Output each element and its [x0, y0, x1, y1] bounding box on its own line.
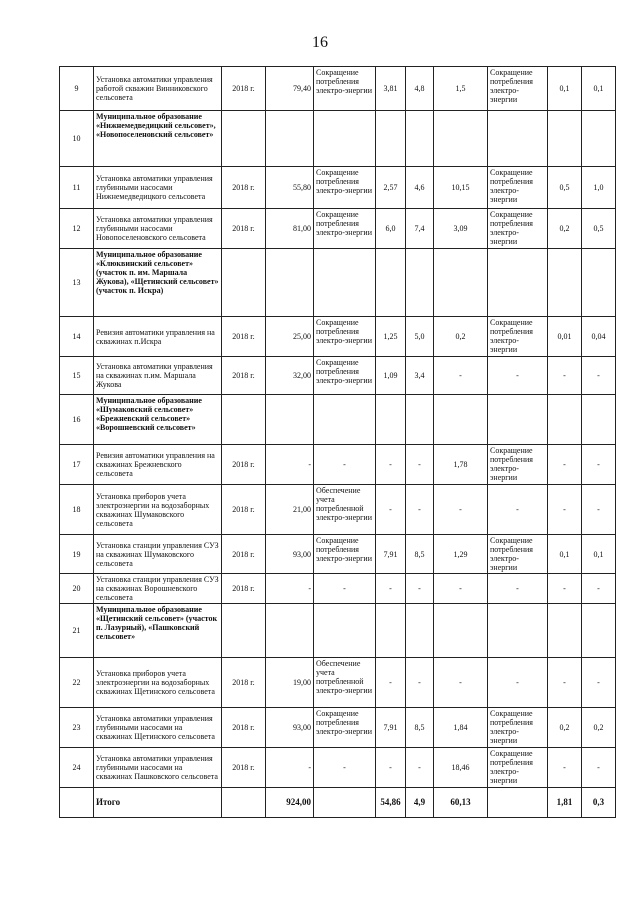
measure-name: Ревизия автоматики управления на скважинах п.Искра [94, 317, 222, 357]
value-cell: - [548, 658, 582, 708]
value-cell: - [434, 485, 488, 535]
empty-cell [376, 395, 406, 445]
effect-cell: Сокращение потребления электро-энергии [488, 445, 548, 485]
year-cell: 2018 г. [222, 658, 266, 708]
value-cell: 10,15 [434, 167, 488, 209]
value-cell: - [582, 357, 616, 395]
value-cell: - [548, 574, 582, 604]
empty-cell [376, 604, 406, 658]
effect-cell: - [314, 445, 376, 485]
row-number: 9 [60, 67, 94, 111]
year-cell: 2018 г. [222, 209, 266, 249]
year-cell: 2018 г. [222, 445, 266, 485]
row-number: 17 [60, 445, 94, 485]
effect-cell: Сокращение потребления электро-энергии [488, 708, 548, 748]
table-row [60, 574, 616, 604]
table-row [60, 445, 616, 485]
value-cell: 1,0 [582, 167, 616, 209]
cost-cell: 21,00 [266, 485, 314, 535]
value-cell: - [434, 357, 488, 395]
empty-cell [406, 395, 434, 445]
value-cell: - [406, 485, 434, 535]
value-cell: - [406, 658, 434, 708]
year-cell: 2018 г. [222, 574, 266, 604]
empty-cell [314, 395, 376, 445]
measure-name: Установка автоматики управления глубинными насосами на скважинах Щетинского сельсовета [94, 708, 222, 748]
empty-cell [376, 111, 406, 167]
empty-cell [488, 249, 548, 317]
year-cell: 2018 г. [222, 708, 266, 748]
table-row [60, 535, 616, 574]
total-value: 4,9 [406, 788, 434, 818]
value-cell: - [376, 445, 406, 485]
empty-cell [266, 395, 314, 445]
measure-name: Установка автоматики управления на скважинах п.им. Маршала Жукова [94, 357, 222, 395]
value-cell: - [582, 658, 616, 708]
effect-cell: Сокращение потребления электро-энергии [314, 317, 376, 357]
table-row [60, 111, 616, 167]
empty-cell [488, 604, 548, 658]
total-cost: 924,00 [266, 788, 314, 818]
value-cell: - [406, 445, 434, 485]
empty-cell [222, 249, 266, 317]
empty-cell [406, 111, 434, 167]
empty-cell [376, 249, 406, 317]
row-number: 11 [60, 167, 94, 209]
empty-cell [266, 249, 314, 317]
effect-cell: Сокращение потребления электро-энергии [314, 67, 376, 111]
row-number: 20 [60, 574, 94, 604]
value-cell: 1,5 [434, 67, 488, 111]
year-cell: 2018 г. [222, 357, 266, 395]
cost-cell: - [266, 445, 314, 485]
value-cell: - [582, 485, 616, 535]
row-number: 13 [60, 249, 94, 317]
effect-cell: Сокращение потребления электро-энергии [314, 535, 376, 574]
empty-cell [582, 249, 616, 317]
value-cell: - [406, 748, 434, 788]
measure-name: Установка автоматики управления глубинными насосами Нижнемедведицкого сельсовета [94, 167, 222, 209]
table-row [60, 658, 616, 708]
cost-cell: 93,00 [266, 535, 314, 574]
empty-cell [266, 111, 314, 167]
empty-cell [434, 111, 488, 167]
effect-cell: Сокращение потребления электро-энергии [488, 317, 548, 357]
value-cell: - [406, 574, 434, 604]
effect-cell: Сокращение потребления электро-энергии [314, 357, 376, 395]
effect-cell: Сокращение потребления электро-энергии [488, 748, 548, 788]
row-number: 24 [60, 748, 94, 788]
total-value: 1,81 [548, 788, 582, 818]
value-cell: 3,4 [406, 357, 434, 395]
value-cell: - [548, 485, 582, 535]
empty-cell [548, 395, 582, 445]
table-row [60, 167, 616, 209]
effect-cell: - [314, 748, 376, 788]
value-cell: 0,2 [548, 209, 582, 249]
total-row [60, 788, 616, 818]
total-label: Итого [94, 788, 222, 818]
value-cell: - [548, 357, 582, 395]
year-cell: 2018 г. [222, 748, 266, 788]
measure-name: Установка автоматики управления работой скважин Винниковского сельсовета [94, 67, 222, 111]
measure-name: Муниципальное образование «Нижнемедведицкий сельсовет», «Новопоселеновский сельсовет» [94, 111, 222, 167]
table-row [60, 485, 616, 535]
empty-cell [406, 604, 434, 658]
empty-cell [314, 788, 376, 818]
empty-cell [222, 111, 266, 167]
value-cell: - [376, 748, 406, 788]
row-number: 16 [60, 395, 94, 445]
empty-cell [222, 395, 266, 445]
row-number: 12 [60, 209, 94, 249]
table-row [60, 357, 616, 395]
value-cell: 3,09 [434, 209, 488, 249]
value-cell: 1,84 [434, 708, 488, 748]
value-cell: 6,0 [376, 209, 406, 249]
cost-cell: 93,00 [266, 708, 314, 748]
empty-cell [434, 395, 488, 445]
empty-cell [222, 604, 266, 658]
measure-name: Установка приборов учета электроэнергии на водозаборных скважинах Щетинского сельсовета [94, 658, 222, 708]
value-cell: 0,2 [582, 708, 616, 748]
value-cell: - [434, 658, 488, 708]
value-cell: 3,81 [376, 67, 406, 111]
empty-cell [406, 249, 434, 317]
measure-name: Ревизия автоматики управления на скважинах Брежневского сельсовета [94, 445, 222, 485]
empty-cell [548, 604, 582, 658]
value-cell: 4,6 [406, 167, 434, 209]
value-cell: 2,57 [376, 167, 406, 209]
value-cell: 0,2 [548, 708, 582, 748]
table-row [60, 708, 616, 748]
empty-cell [434, 249, 488, 317]
empty-cell [314, 111, 376, 167]
table-row [60, 317, 616, 357]
effect-cell: - [488, 357, 548, 395]
empty-cell [314, 249, 376, 317]
measure-name: Муниципальное образование «Шумаковский сельсовет» «Брежневский сельсовет» «Ворошневский сельсовет» [94, 395, 222, 445]
row-number: 14 [60, 317, 94, 357]
year-cell: 2018 г. [222, 535, 266, 574]
value-cell: 4,8 [406, 67, 434, 111]
empty-cell [582, 395, 616, 445]
empty-cell [488, 788, 548, 818]
value-cell: - [376, 574, 406, 604]
value-cell: - [548, 748, 582, 788]
page-number: 16 [312, 34, 328, 51]
value-cell: - [582, 445, 616, 485]
value-cell: 8,5 [406, 535, 434, 574]
value-cell: 5,0 [406, 317, 434, 357]
value-cell: - [582, 748, 616, 788]
cost-cell: 55,80 [266, 167, 314, 209]
value-cell: 0,01 [548, 317, 582, 357]
empty-cell [60, 788, 94, 818]
empty-cell [434, 604, 488, 658]
row-number: 23 [60, 708, 94, 748]
empty-cell [488, 111, 548, 167]
cost-cell: 25,00 [266, 317, 314, 357]
row-number: 10 [60, 111, 94, 167]
table-row [60, 604, 616, 658]
table-row [60, 249, 616, 317]
cost-cell: 81,00 [266, 209, 314, 249]
effect-cell: - [488, 485, 548, 535]
measure-name: Муниципальное образование «Клюквинский сельсовет» (участок п. им. Маршала Жукова), «Щетинский сельсовет» (участок п. Искра) [94, 249, 222, 317]
value-cell: 18,46 [434, 748, 488, 788]
year-cell: 2018 г. [222, 67, 266, 111]
value-cell: 0,1 [582, 67, 616, 111]
empty-cell [314, 604, 376, 658]
row-number: 21 [60, 604, 94, 658]
value-cell: - [434, 574, 488, 604]
empty-cell [266, 604, 314, 658]
empty-cell [548, 111, 582, 167]
value-cell: 7,4 [406, 209, 434, 249]
table-row [60, 209, 616, 249]
measure-name: Установка станции управления СУЗ на скважинах Ворошневского сельсовета [94, 574, 222, 604]
effect-cell: Сокращение потребления электро-энергии [314, 167, 376, 209]
row-number: 15 [60, 357, 94, 395]
value-cell: 7,91 [376, 708, 406, 748]
measure-name: Установка приборов учета электроэнергии на водозаборных скважинах Шумаковского сельсовета [94, 485, 222, 535]
value-cell: - [376, 485, 406, 535]
value-cell: 0,04 [582, 317, 616, 357]
measure-name: Установка автоматики управления глубинными насосами Новопоселеновского сельсовета [94, 209, 222, 249]
effect-cell: Сокращение потребления электро-энергии [488, 167, 548, 209]
value-cell: 0,1 [548, 535, 582, 574]
value-cell: - [376, 658, 406, 708]
value-cell: 0,1 [582, 535, 616, 574]
table-row [60, 67, 616, 111]
effect-cell: Обеспечение учета потребленной электро-энергии [314, 658, 376, 708]
measure-name: Установка автоматики управления глубинными насосами на скважинах Пашковского сельсовета [94, 748, 222, 788]
empty-cell [582, 111, 616, 167]
table-row [60, 395, 616, 445]
effect-cell: Обеспечение учета потребленной электро-энергии [314, 485, 376, 535]
total-value: 54,86 [376, 788, 406, 818]
total-value: 0,3 [582, 788, 616, 818]
measures-table [59, 66, 616, 818]
cost-cell: - [266, 574, 314, 604]
effect-cell: - [488, 658, 548, 708]
effect-cell: Сокращение потребления электро-энергии [488, 209, 548, 249]
empty-cell [548, 249, 582, 317]
effect-cell: Сокращение потребления электро-энергии [488, 535, 548, 574]
measure-name: Установка станции управления СУЗ на скважинах Шумаковского сельсовета [94, 535, 222, 574]
cost-cell: 79,40 [266, 67, 314, 111]
cost-cell: 32,00 [266, 357, 314, 395]
effect-cell: - [314, 574, 376, 604]
empty-cell [488, 395, 548, 445]
value-cell: 0,1 [548, 67, 582, 111]
cost-cell: - [266, 748, 314, 788]
row-number: 19 [60, 535, 94, 574]
empty-cell [582, 604, 616, 658]
value-cell: - [548, 445, 582, 485]
value-cell: 0,5 [548, 167, 582, 209]
value-cell: 1,78 [434, 445, 488, 485]
value-cell: - [582, 574, 616, 604]
total-value: 60,13 [434, 788, 488, 818]
value-cell: 7,91 [376, 535, 406, 574]
table-row [60, 748, 616, 788]
value-cell: 1,29 [434, 535, 488, 574]
measure-name: Муниципальное образование «Щетинский сельсовет» (участок п. Лазурный), «Пашковский сельсовет» [94, 604, 222, 658]
row-number: 22 [60, 658, 94, 708]
empty-cell [222, 788, 266, 818]
effect-cell: Сокращение потребления электро-энергии [488, 67, 548, 111]
value-cell: 1,25 [376, 317, 406, 357]
effect-cell: - [488, 574, 548, 604]
effect-cell: Сокращение потребления электро-энергии [314, 708, 376, 748]
year-cell: 2018 г. [222, 167, 266, 209]
cost-cell: 19,00 [266, 658, 314, 708]
value-cell: 0,2 [434, 317, 488, 357]
value-cell: 0,5 [582, 209, 616, 249]
year-cell: 2018 г. [222, 317, 266, 357]
row-number: 18 [60, 485, 94, 535]
effect-cell: Сокращение потребления электро-энергии [314, 209, 376, 249]
value-cell: 8,5 [406, 708, 434, 748]
year-cell: 2018 г. [222, 485, 266, 535]
value-cell: 1,09 [376, 357, 406, 395]
